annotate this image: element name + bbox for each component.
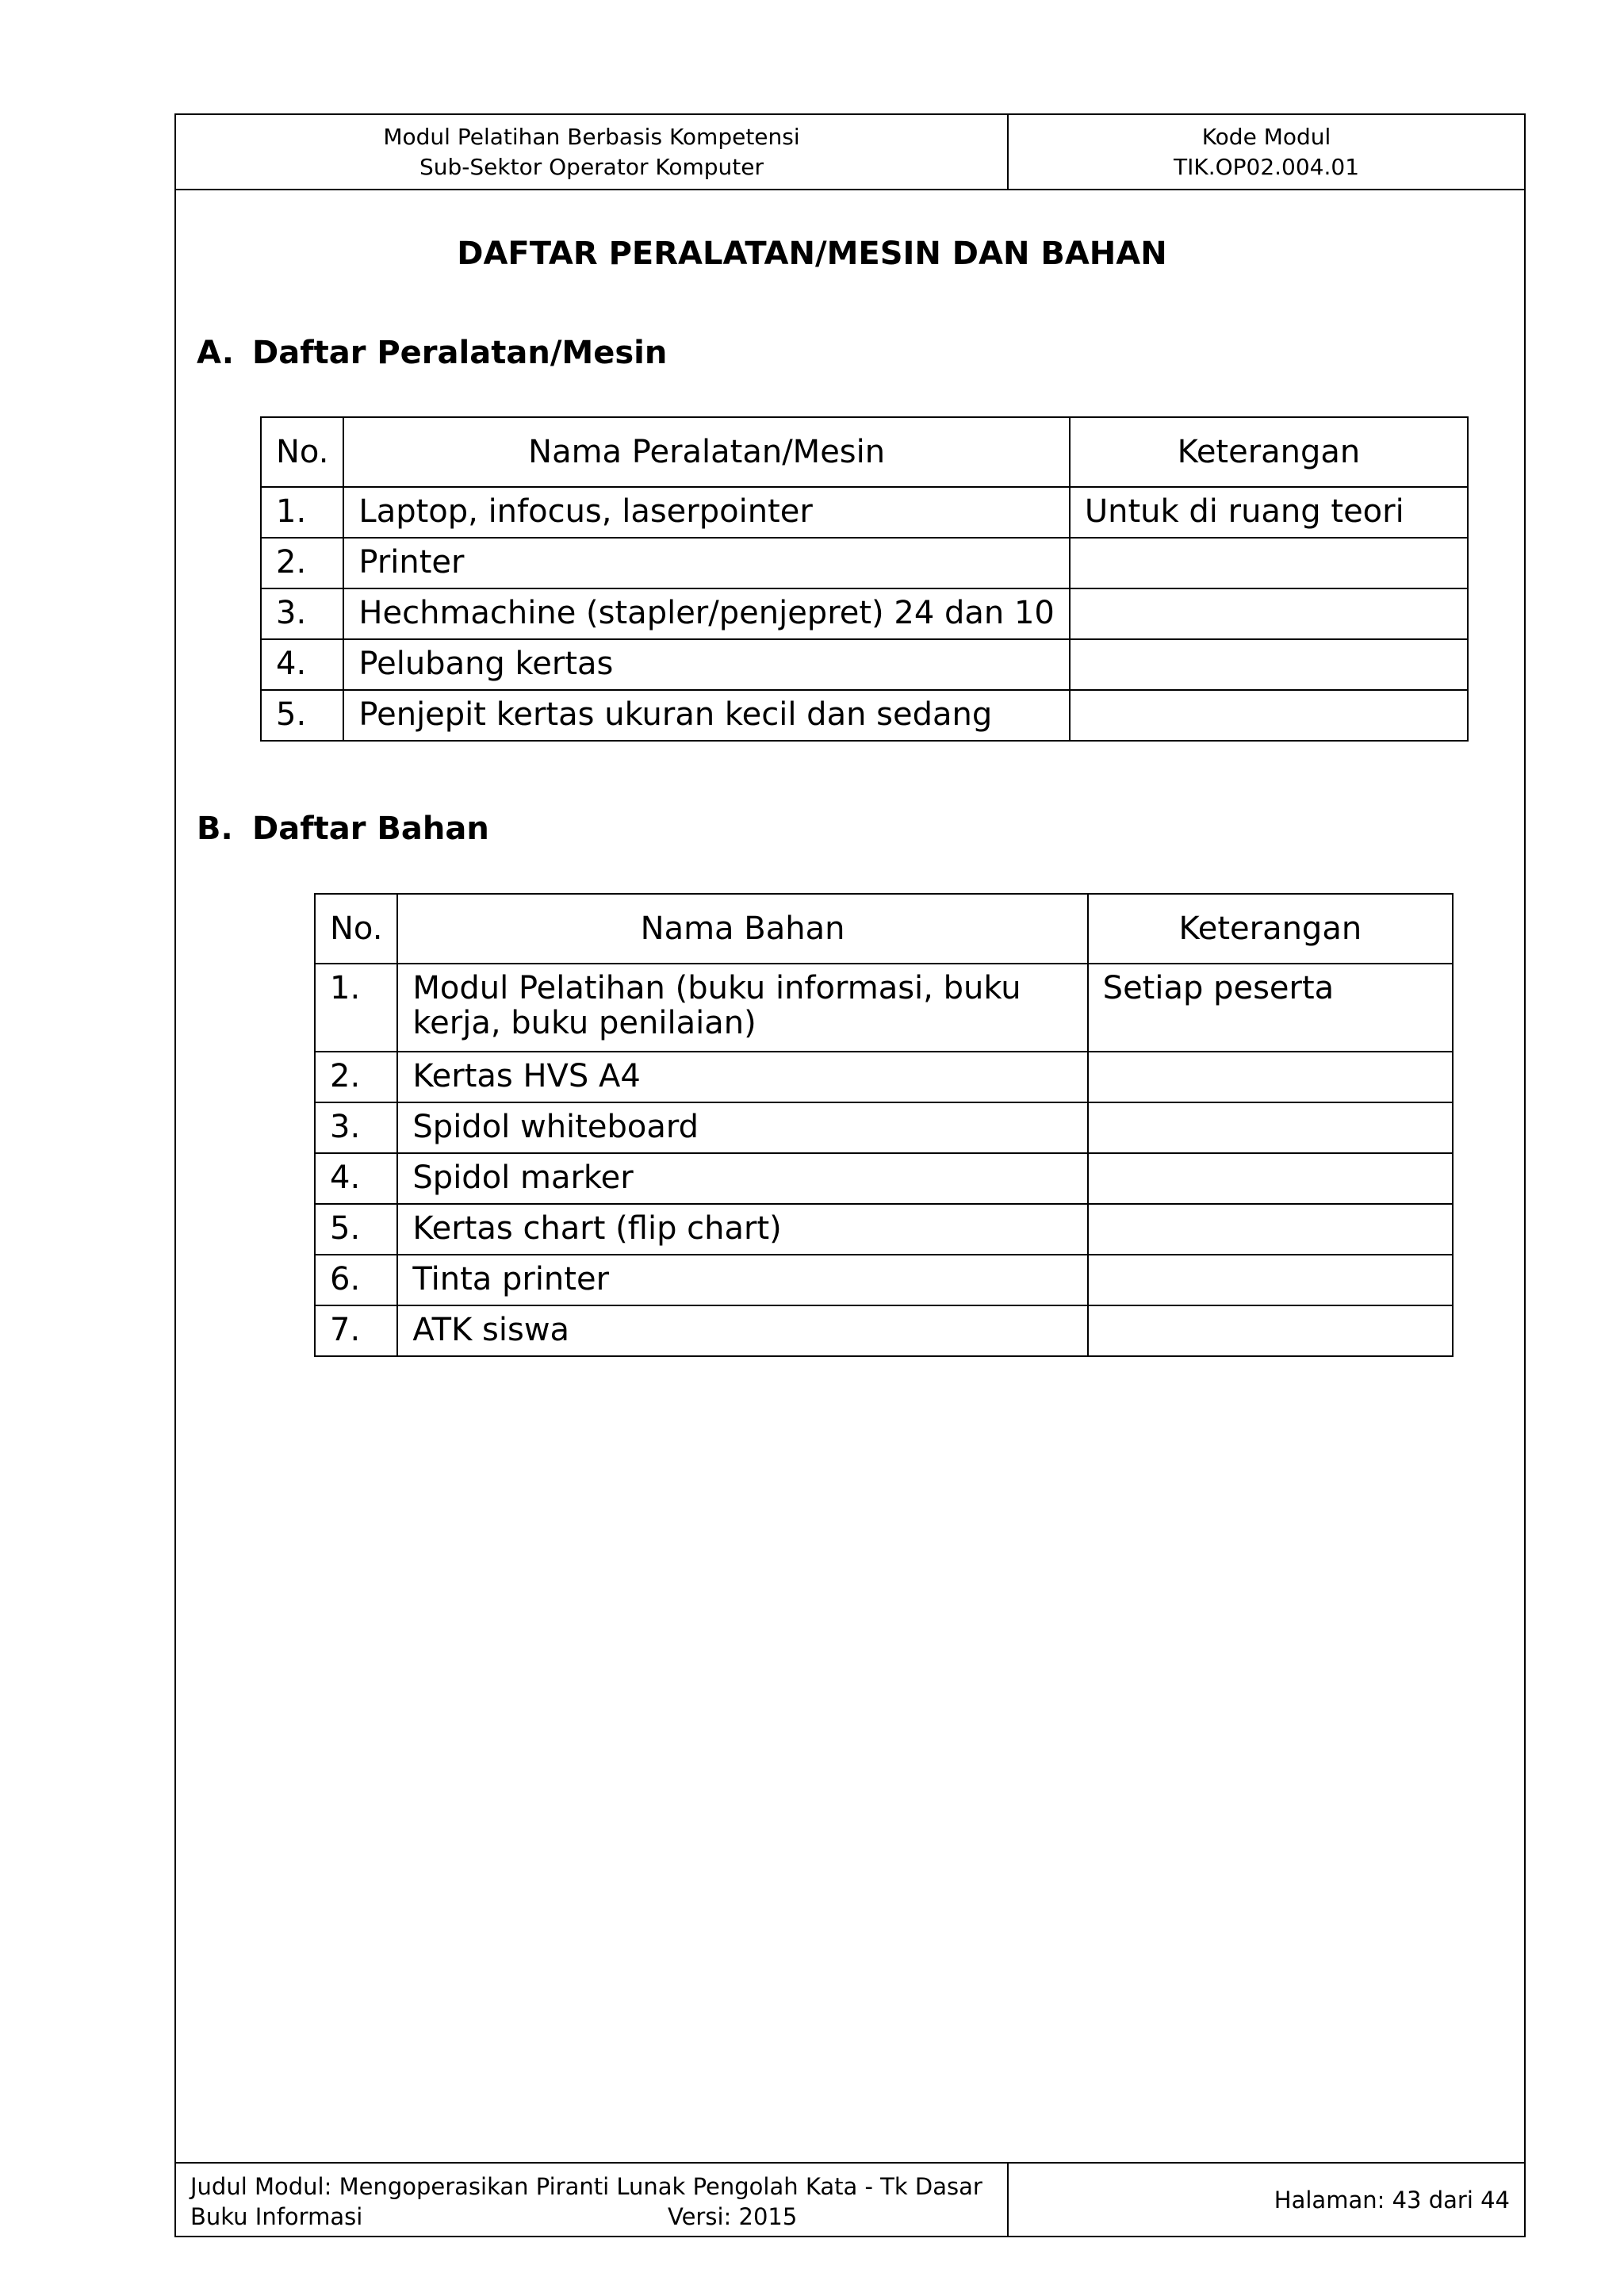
column-header-name: Nama Peralatan/Mesin (343, 417, 1069, 487)
material-note (1088, 1255, 1453, 1305)
document-footer (176, 2162, 1524, 2236)
equipment-name: Penjepit kertas ukuran kecil dan sedang (343, 690, 1069, 741)
header-code-label: Kode Modul (1201, 123, 1331, 150)
column-header-no: No. (315, 894, 397, 964)
table-row (261, 487, 1468, 538)
section-a-title: Daftar Peralatan/Mesin (252, 335, 668, 371)
column-header-no: No. (261, 417, 343, 487)
table-row (315, 1305, 1453, 1356)
equipment-table (260, 416, 1469, 742)
row-number: 1. (315, 964, 397, 1052)
header-module-title: Modul Pelatihan Berbasis Kompetensi (383, 123, 800, 150)
section-b-title: Daftar Bahan (252, 811, 489, 847)
column-header-note: Keterangan (1088, 894, 1453, 964)
row-number: 5. (261, 690, 343, 741)
column-header-note: Keterangan (1070, 417, 1468, 487)
equipment-name: Laptop, infocus, laserpointer (343, 487, 1069, 538)
document-header (176, 115, 1524, 190)
equipment-note: Untuk di ruang teori (1070, 487, 1468, 538)
materials-table (314, 893, 1454, 1357)
material-name: Kertas chart (flip chart) (397, 1204, 1087, 1255)
row-number: 2. (261, 538, 343, 588)
row-number: 3. (261, 588, 343, 639)
material-note (1088, 1305, 1453, 1356)
equipment-note (1070, 538, 1468, 588)
footer-book-type: Buku Informasi (190, 2203, 363, 2230)
header-subsector: Sub-Sektor Operator Komputer (419, 153, 764, 180)
equipment-name: Hechmachine (stapler/penjepret) 24 dan 10 (343, 588, 1069, 639)
footer-page-number (1009, 2164, 1524, 2236)
material-name: ATK siswa (397, 1305, 1087, 1356)
table-row (261, 690, 1468, 741)
material-name: Modul Pelatihan (buku informasi, buku kerja, buku penilaian) (397, 964, 1087, 1052)
table-row (315, 964, 1453, 1052)
material-name: Kertas HVS A4 (397, 1052, 1087, 1102)
table-row (315, 1052, 1453, 1102)
table-row (315, 1102, 1453, 1153)
row-number: 4. (315, 1153, 397, 1204)
page-title: DAFTAR PERALATAN/MESIN DAN BAHAN (457, 236, 1167, 272)
material-note (1088, 1102, 1453, 1153)
page-number-label: Halaman: 43 dari 44 (1274, 2186, 1510, 2214)
material-name: Spidol whiteboard (397, 1102, 1087, 1153)
material-note (1088, 1204, 1453, 1255)
table-row (261, 639, 1468, 690)
equipment-note (1070, 639, 1468, 690)
material-name: Tinta printer (397, 1255, 1087, 1305)
section-a-heading (197, 335, 667, 371)
row-number: 1. (261, 487, 343, 538)
table-header-row (315, 894, 1453, 964)
row-number: 5. (315, 1204, 397, 1255)
footer-module-info (176, 2164, 1009, 2236)
equipment-name: Printer (343, 538, 1069, 588)
section-a-letter: A. (197, 335, 234, 371)
equipment-note (1070, 588, 1468, 639)
header-module-info (176, 115, 1009, 189)
header-code-value: TIK.OP02.004.01 (1173, 153, 1360, 180)
section-b-heading (197, 811, 489, 847)
table-row (315, 1204, 1453, 1255)
table-row (315, 1255, 1453, 1305)
equipment-name: Pelubang kertas (343, 639, 1069, 690)
row-number: 4. (261, 639, 343, 690)
table-header-row (261, 417, 1468, 487)
row-number: 7. (315, 1305, 397, 1356)
row-number: 3. (315, 1102, 397, 1153)
section-b-letter: B. (197, 811, 233, 847)
material-note (1088, 1153, 1453, 1204)
table-row (315, 1153, 1453, 1204)
row-number: 6. (315, 1255, 397, 1305)
material-name: Spidol marker (397, 1153, 1087, 1204)
row-number: 2. (315, 1052, 397, 1102)
table-row (261, 588, 1468, 639)
column-header-name: Nama Bahan (397, 894, 1087, 964)
footer-module-title: Judul Modul: Mengoperasikan Piranti Lunak Pengolah Kata - Tk Dasar (190, 2173, 982, 2200)
material-note: Setiap peserta (1088, 964, 1453, 1052)
equipment-note (1070, 690, 1468, 741)
header-module-code (1009, 115, 1524, 189)
material-note (1088, 1052, 1453, 1102)
table-row (261, 538, 1468, 588)
footer-version: Versi: 2015 (668, 2203, 798, 2230)
